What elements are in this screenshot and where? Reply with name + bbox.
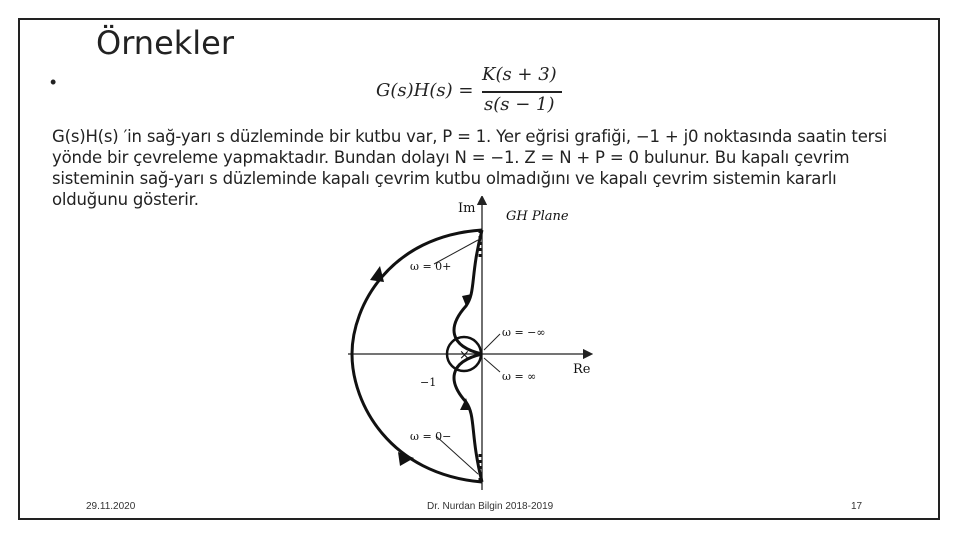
- winf-label: ω = ∞: [502, 370, 537, 383]
- outer-arc-arrow-up: [370, 266, 384, 282]
- nyquist-plot: [330, 196, 600, 496]
- pole-cross-mark: ×: [459, 348, 470, 363]
- formula-denominator: s(s − 1): [484, 94, 555, 115]
- footer-page-number: 17: [851, 501, 863, 512]
- leader-winf: [484, 358, 500, 372]
- footer-author: Dr. Nurdan Bilgin 2018-2019: [427, 501, 554, 512]
- plane-label: GH Plane: [506, 209, 569, 224]
- leader-wminusinf: [484, 334, 500, 350]
- im-axis-label: Im: [458, 201, 476, 216]
- lower-inner-curve: [454, 354, 482, 482]
- slide-title: Örnekler: [96, 24, 235, 62]
- w0plus-label: ω = 0+: [410, 260, 452, 273]
- upper-inner-curve: [454, 230, 482, 354]
- formula-numerator: K(s + 3): [482, 64, 557, 85]
- wminusinf-label: ω = −∞: [502, 326, 546, 339]
- footer-date: 29.11.2020: [86, 501, 136, 512]
- fraction-bar: [482, 91, 562, 93]
- minus-one-label: −1: [420, 376, 437, 389]
- formula-lhs: G(s)H(s) =: [376, 80, 474, 101]
- explanation-paragraph: G(s)H(s) ′in sağ-yarı s düzleminde bir kutbu var, P = 1. Yer eğrisi grafiği, −1 + j0 noktasında saatin tersi yönde bir çevreleme yapmaktadır. Bundan dolayı N = −1. Z = N + P = 0 bulunur. Bu kapalı çevrim sisteminin sağ-yarı s düzleminde kapalı çevrim kutbu olmadığını ve kapalı çevrim sistemin kararlı olduğunu gösterir.: [52, 127, 888, 209]
- re-axis-label: Re: [573, 362, 591, 377]
- w0minus-label: ω = 0−: [410, 430, 452, 443]
- bullet-marker: •: [50, 72, 57, 92]
- transfer-function-formula: [376, 64, 576, 118]
